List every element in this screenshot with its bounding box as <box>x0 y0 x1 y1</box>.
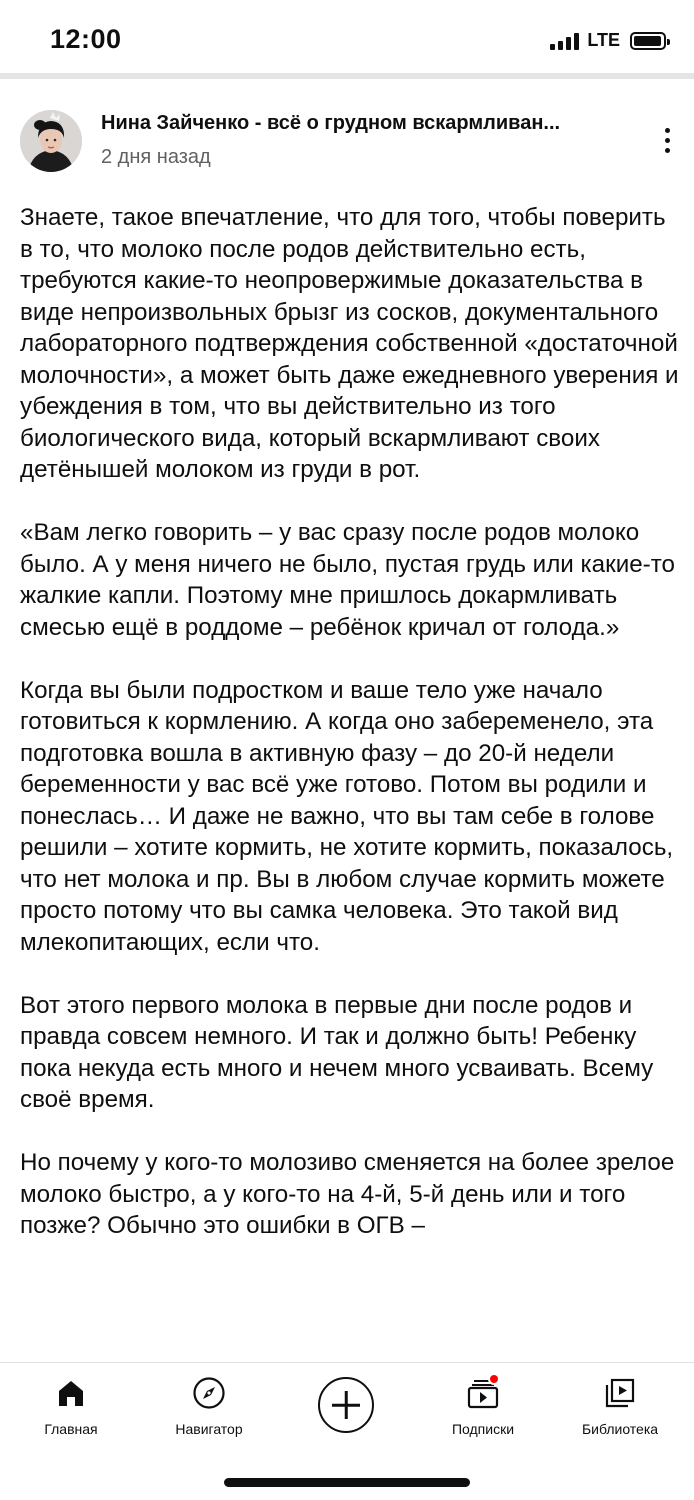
dot-icon <box>665 138 670 143</box>
post-body <box>20 202 680 1362</box>
notification-dot <box>488 1373 500 1385</box>
subscriptions-icon <box>463 1373 503 1413</box>
nav-item-home[interactable] <box>11 1373 131 1437</box>
status-time: 12:00 <box>50 24 122 54</box>
home-icon <box>51 1373 91 1413</box>
nav-label: Главная <box>44 1421 98 1437</box>
post-timestamp: 2 дня назад <box>101 146 211 168</box>
dot-icon <box>665 128 670 133</box>
post-paragraph: Знаете, такое впечатление, что для того, чтобы поверить в то, что молоко после родов действительно есть, требуются какие-то неопровержимые доказательства в виде непроизвольных брызг из сосков, документального лабораторного подтверждения собственной «достаточной молочности», а может быть даже ежедневного уверения и убеждения в том, что вы действительно из того биологического вида, который вскармливают своих детёнышей молоком из груди в рот. <box>20 204 679 483</box>
avatar-image <box>20 110 82 172</box>
signal-icon <box>550 32 579 50</box>
compass-icon <box>189 1373 229 1413</box>
header-divider <box>0 73 694 79</box>
nav-label: Подписки <box>451 1421 515 1437</box>
library-icon <box>600 1373 640 1413</box>
create-button[interactable] <box>318 1377 374 1433</box>
network-type: LTE <box>587 30 620 50</box>
nav-label: Навигатор <box>175 1421 243 1437</box>
avatar[interactable] <box>20 110 82 172</box>
dot-icon <box>665 148 670 153</box>
home-indicator[interactable] <box>224 1478 470 1487</box>
author-name[interactable]: Нина Зайченко - всё о грудном вскармливан... <box>101 112 561 134</box>
status-bar <box>0 0 694 74</box>
status-indicators <box>550 30 666 51</box>
post-paragraph: «Вам легко говорить – у вас сразу после родов молоко было. А у меня ничего не было, пустая грудь или какие-то жалкие капли. Поэтому мне пришлось докармливать смесью ещё в роддоме – ребёнок кричал от голода.» <box>20 519 675 641</box>
nav-item-subscriptions[interactable] <box>423 1373 543 1437</box>
post-paragraph: Но почему у кого-то молозиво сменяется на более зрелое молоко быстро, а у кого-то на 4-й, 5-й день или и того позже? Обычно это ошибки в ОГВ – <box>20 1149 675 1239</box>
more-options-button[interactable] <box>652 120 682 160</box>
post-paragraph: Вот этого первого молока в первые дни после родов и правда совсем немного. И так и должно быть! Ребенку пока некуда есть много и нечем много усваивать. Всему своё время. <box>20 991 654 1113</box>
post-paragraph: Когда вы были подростком и ваше тело уже начало готовиться к кормлению. А когда оно забеременело, эта подготовка вошла в активную фазу – до 20-й недели беременности у вас всё уже готово. Потом вы родили и понеслась… И даже не важно, что вы там себе в голове решили – хотите кормить, не хотите кормить, показалось, что нет молока и пр. Вы в любом случае кормить можете просто потому что вы самка человека. Это такой вид млекопитающих, если что. <box>20 676 674 956</box>
post-header <box>0 100 694 190</box>
nav-label: Библиотека <box>581 1421 659 1437</box>
battery-icon <box>630 32 666 50</box>
nav-item-library[interactable] <box>560 1373 680 1437</box>
nav-item-navigator[interactable] <box>149 1373 269 1437</box>
